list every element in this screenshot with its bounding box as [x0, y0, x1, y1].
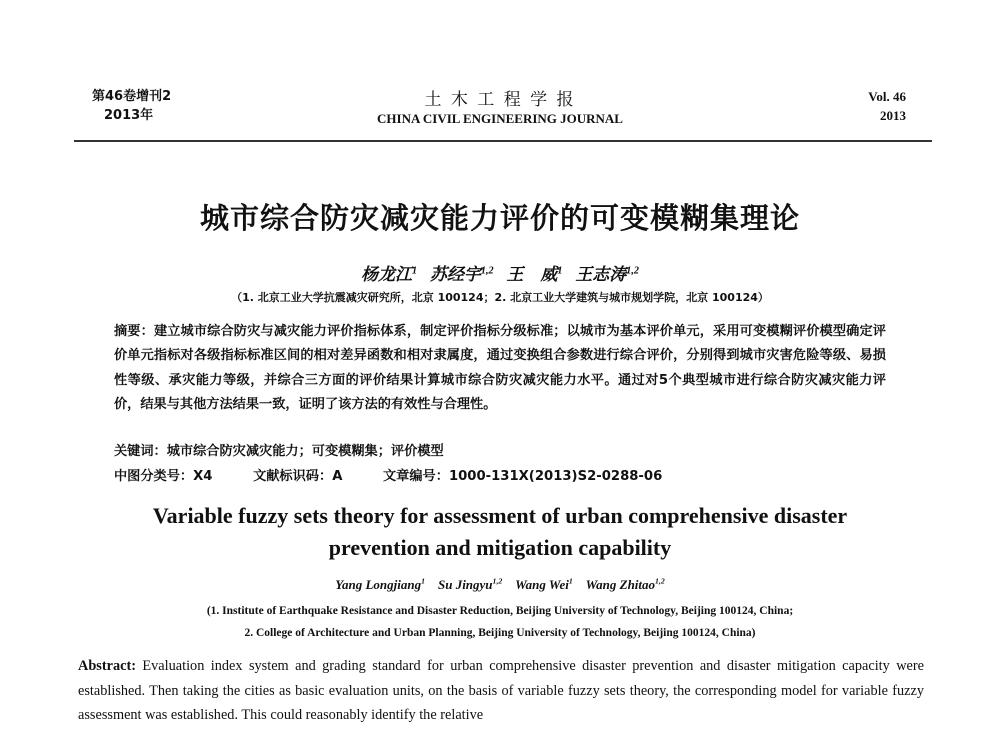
authors-cn: [0, 260, 1000, 285]
author: 王志涛$^{1,2}$: [575, 265, 639, 284]
author: Wang Wei$^1$: [515, 577, 573, 593]
author: 王 威$^1$: [506, 265, 563, 284]
title-en: Variable fuzzy sets theory for assessment of urban comprehensive disaster prevention and mitigation capability: [152, 503, 848, 560]
affiliation-en: (1. Institute of Earthquake Resistance and Disaster Reduction, Beijing University of Technology, Beijing 100124, China; 2. College of Architecture and Urban Planning, Beijing University of Technology, Beijing 100124, China): [206, 605, 794, 639]
abstract-en-label: Abstract:: [78, 658, 136, 674]
journal-name-cn: 土 木 工 程 学 报: [424, 90, 576, 110]
author: 苏经宇$^{1,2}$: [429, 265, 494, 284]
abstract-cn: [114, 320, 886, 417]
abstract-en: [78, 654, 924, 728]
abstract-cn-text: 建立城市综合防灾与减灾能力评价指标体系，制定评价指标分级标准；以城市为基本评价单元，采用可变模糊评价模型确定评价单元指标对各级指标标准区间的相对差异函数和相对隶属度，通过变换组合参数进行综合评价，分别得到城市灾害危险等级、易损性等级、承灾能力等级，并综合三方面的评价结果计算城市综合防灾减灾能力水平。通过对5个典型城市进行综合防灾减灾能力评价，结果与其他方法结果一致，证明了该方法的有效性与合理性。: [114, 324, 886, 412]
authors-en: [0, 577, 1000, 593]
author: Yang Longjiang$^1$: [335, 577, 425, 593]
journal-volume-en: [862, 87, 906, 125]
author: Wang Zhitao$^{1,2}$: [585, 577, 665, 593]
author: 杨龙江$^1$: [361, 265, 418, 284]
volume-issue-cn: 第46卷增刊2: [92, 89, 172, 104]
abstract-cn-label: 摘要：: [114, 324, 154, 339]
journal-name-en: CHINA CIVIL ENGINEERING JOURNAL: [377, 111, 623, 126]
author: Su Jingyu$^{1,2}$: [437, 577, 503, 593]
volume-en: Vol. 46: [868, 89, 906, 104]
abstract-en-text: Evaluation index system and grading standard for urban comprehensive disaster prevention and disaster mitigation capacity were established. Then taking the cities as basic evaluation units, on the basis of variable fuzzy sets theory, the corresponding model for variable fuzzy assessment was established. This could reasonably identify the relative: [78, 658, 925, 723]
classification: 中图分类号：X4 文献标识码：A 文章编号：1000-131X(2013)S2-0288-06: [114, 469, 663, 484]
header-rule: [74, 140, 932, 142]
year-en: 2013: [880, 108, 906, 123]
keywords-cn: 关键词：城市综合防灾减灾能力；可变模糊集；评价模型: [114, 444, 444, 459]
journal-name: [0, 85, 1000, 127]
affiliation-cn: （1. 北京工业大学抗震减灾研究所，北京 100124；2. 北京工业大学建筑与城市规划学院，北京 100124）: [231, 291, 769, 304]
year-cn: 2013年: [104, 108, 154, 123]
title-cn: 城市综合防灾减灾能力评价的可变模糊集理论: [199, 201, 800, 235]
